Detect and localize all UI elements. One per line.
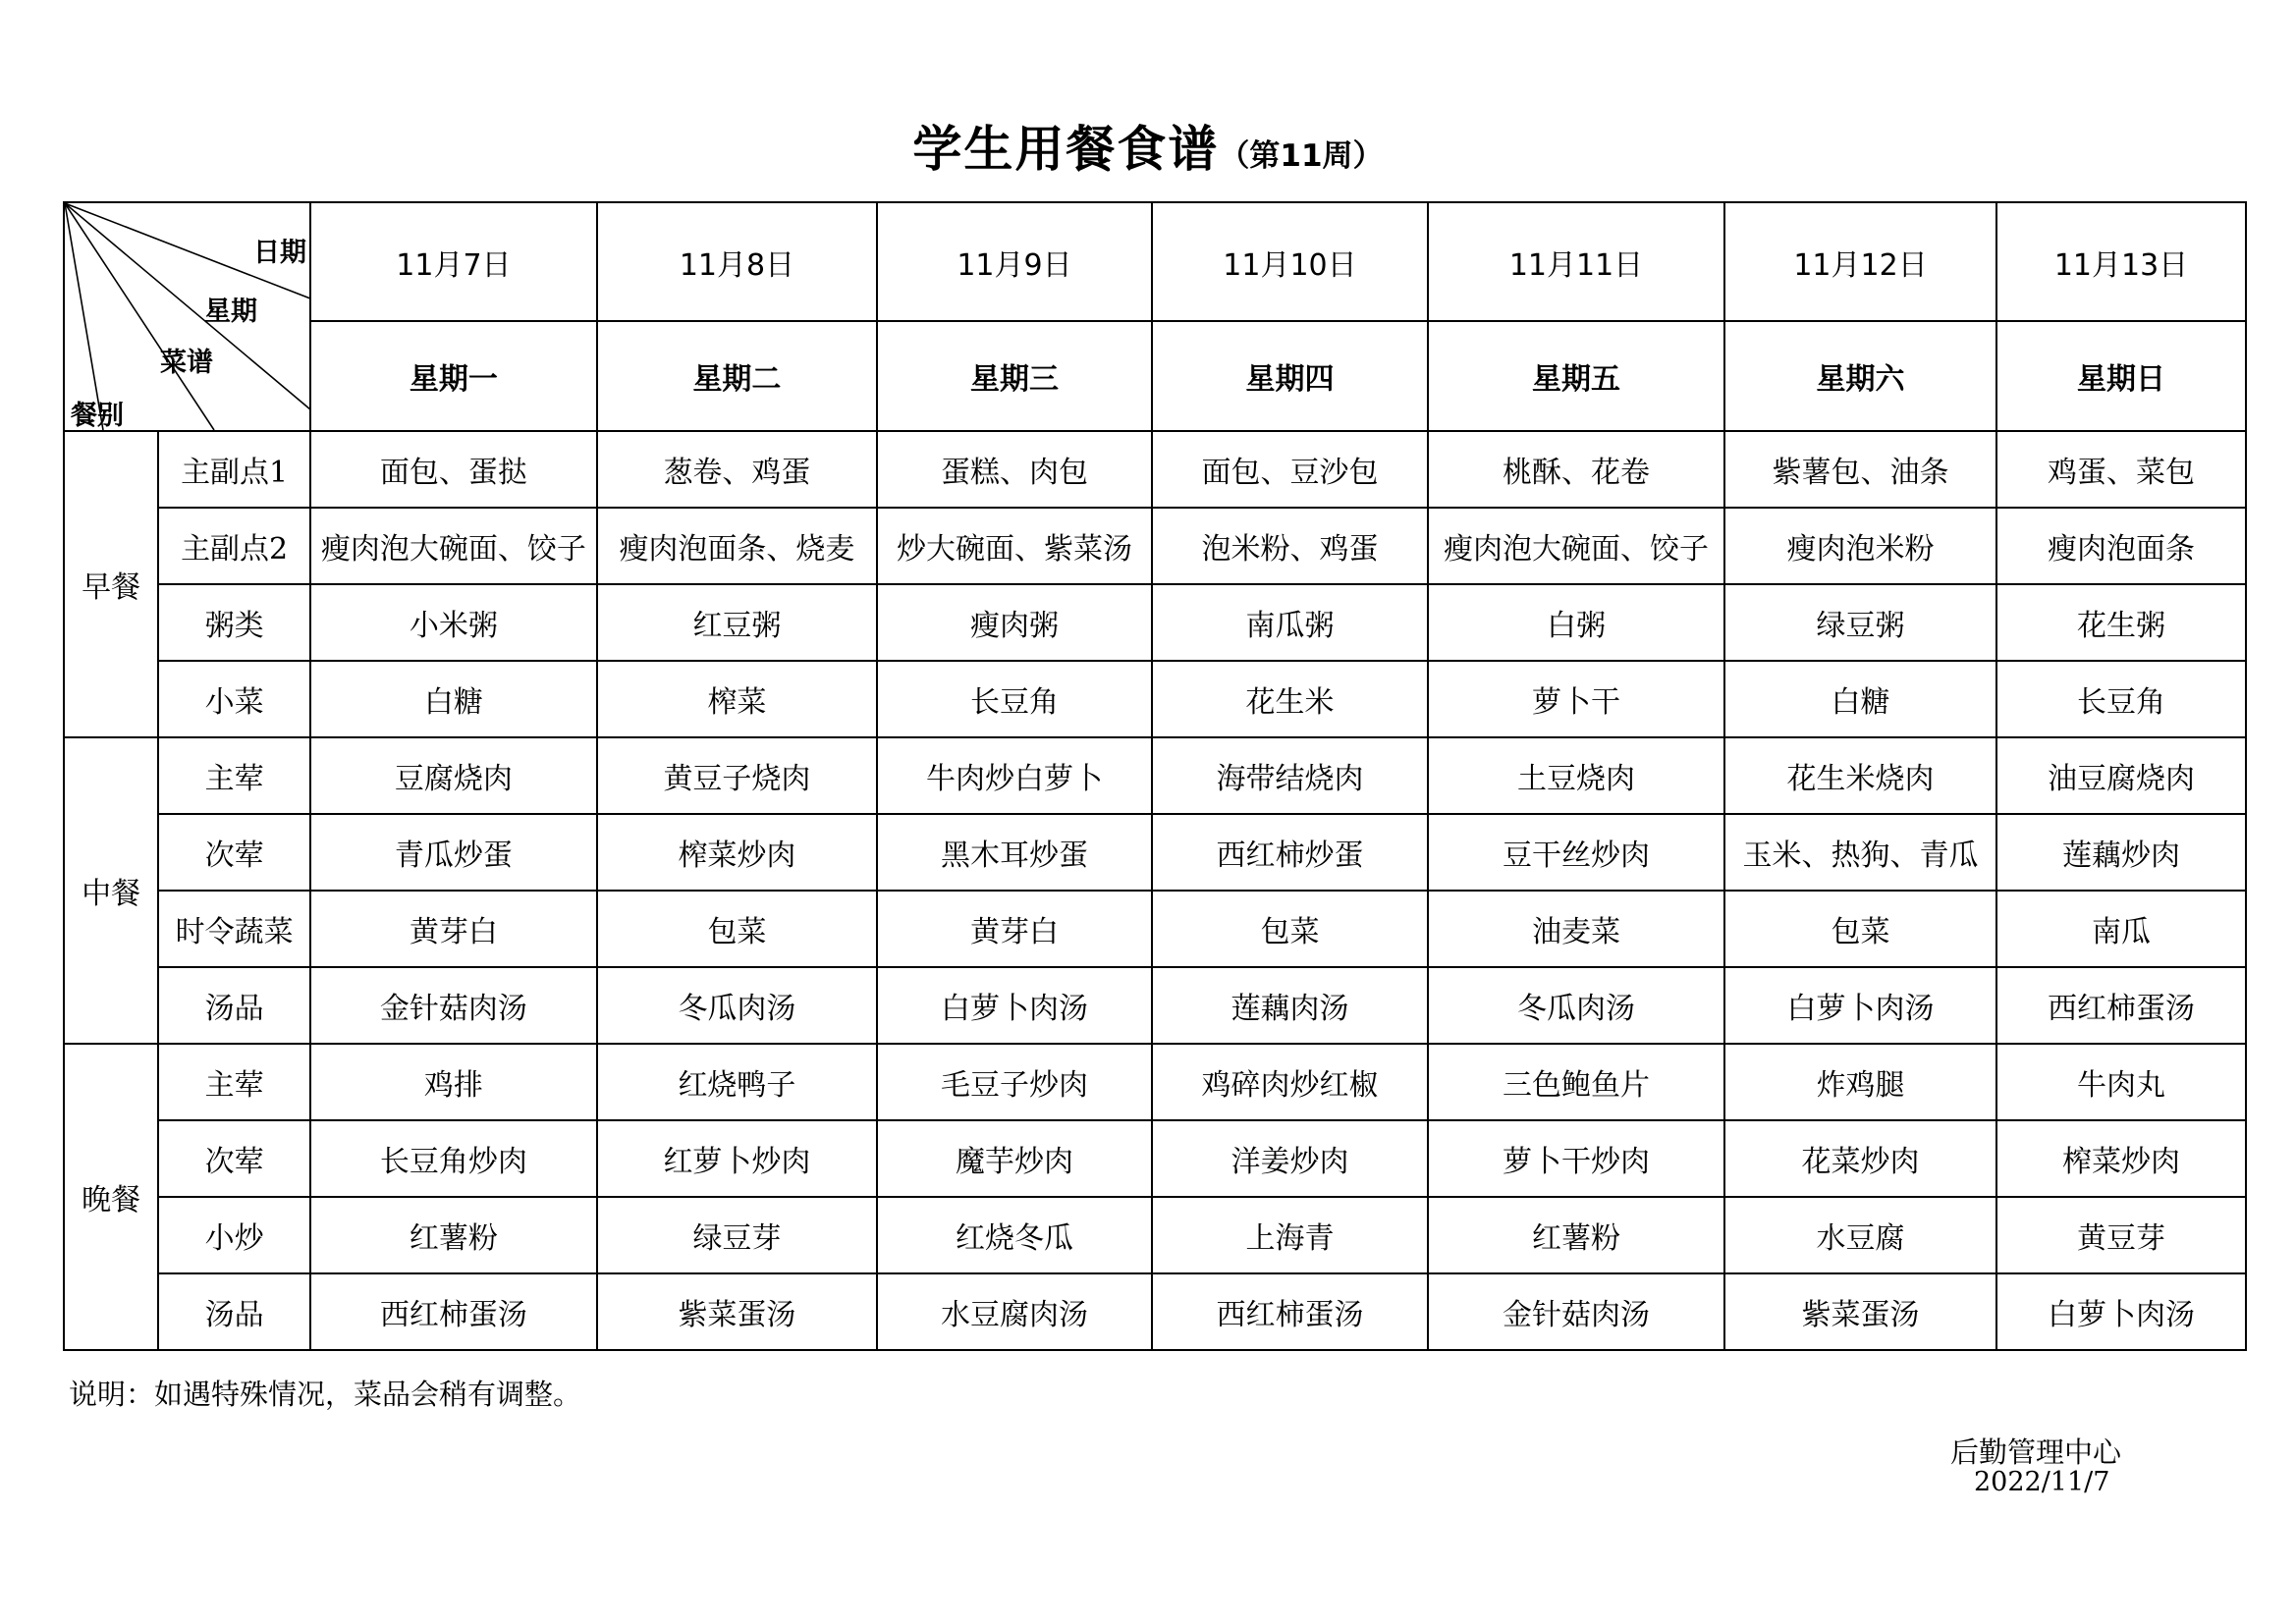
date-header-cell: 11月13日 <box>1996 202 2246 321</box>
dish-category-cell: 小菜 <box>158 661 310 737</box>
dish-cell: 炸鸡腿 <box>1724 1044 1996 1120</box>
dish-cell: 红豆粥 <box>597 584 877 661</box>
dish-cell: 花生粥 <box>1996 584 2246 661</box>
date-header-cell: 11月11日 <box>1428 202 1724 321</box>
dish-cell: 面包、蛋挞 <box>310 431 597 508</box>
dish-cell: 冬瓜肉汤 <box>597 967 877 1044</box>
dish-category-cell: 时令蔬菜 <box>158 891 310 967</box>
meal-name-cell: 早餐 <box>64 431 158 737</box>
dish-cell: 红烧鸭子 <box>597 1044 877 1120</box>
menu-row <box>64 1273 2246 1350</box>
dish-cell: 炒大碗面、紫菜汤 <box>877 508 1152 584</box>
dish-cell: 面包、豆沙包 <box>1152 431 1428 508</box>
date-row <box>64 202 2246 321</box>
dish-cell: 南瓜粥 <box>1152 584 1428 661</box>
dish-cell: 油麦菜 <box>1428 891 1724 967</box>
dish-category-cell: 汤品 <box>158 967 310 1044</box>
dish-cell: 萝卜干 <box>1428 661 1724 737</box>
date-header-cell: 11月9日 <box>877 202 1152 321</box>
dish-cell: 小米粥 <box>310 584 597 661</box>
dish-cell: 绿豆粥 <box>1724 584 1996 661</box>
menu-row <box>64 814 2246 891</box>
weekday-header-cell: 星期三 <box>877 321 1152 431</box>
dish-cell: 蛋糕、肉包 <box>877 431 1152 508</box>
weekday-header-cell: 星期一 <box>310 321 597 431</box>
dish-cell: 榨菜炒肉 <box>1996 1120 2246 1197</box>
dish-cell: 榨菜 <box>597 661 877 737</box>
menu-row <box>64 661 2246 737</box>
meal-name-cell: 晚餐 <box>64 1044 158 1350</box>
menu-row <box>64 967 2246 1044</box>
dish-cell: 白萝卜肉汤 <box>1724 967 1996 1044</box>
title-main: 学生用餐食谱 <box>912 121 1220 178</box>
dish-cell: 西红柿蛋汤 <box>310 1273 597 1350</box>
dish-cell: 白糖 <box>1724 661 1996 737</box>
weekday-header-cell: 星期四 <box>1152 321 1428 431</box>
dish-cell: 水豆腐肉汤 <box>877 1273 1152 1350</box>
dish-cell: 洋姜炒肉 <box>1152 1120 1428 1197</box>
dish-cell: 白萝卜肉汤 <box>877 967 1152 1044</box>
dish-cell: 包菜 <box>1724 891 1996 967</box>
menu-row <box>64 508 2246 584</box>
dish-cell: 水豆腐 <box>1724 1197 1996 1273</box>
dish-cell: 黄芽白 <box>310 891 597 967</box>
dish-category-cell: 主副点2 <box>158 508 310 584</box>
dish-cell: 莲藕炒肉 <box>1996 814 2246 891</box>
dish-cell: 瘦肉粥 <box>877 584 1152 661</box>
dish-cell: 萝卜干炒肉 <box>1428 1120 1724 1197</box>
dish-cell: 紫菜蛋汤 <box>1724 1273 1996 1350</box>
dish-cell: 土豆烧肉 <box>1428 737 1724 814</box>
dish-cell: 榨菜炒肉 <box>597 814 877 891</box>
dish-cell: 西红柿蛋汤 <box>1152 1273 1428 1350</box>
dish-cell: 南瓜 <box>1996 891 2246 967</box>
dish-cell: 葱卷、鸡蛋 <box>597 431 877 508</box>
dish-cell: 鸡碎肉炒红椒 <box>1152 1044 1428 1120</box>
dish-cell: 青瓜炒蛋 <box>310 814 597 891</box>
dish-cell: 长豆角炒肉 <box>310 1120 597 1197</box>
dish-cell: 红萝卜炒肉 <box>597 1120 877 1197</box>
dish-cell: 黄芽白 <box>877 891 1152 967</box>
dish-cell: 金针菇肉汤 <box>1428 1273 1724 1350</box>
dish-cell: 泡米粉、鸡蛋 <box>1152 508 1428 584</box>
menu-row <box>64 1197 2246 1273</box>
page-title <box>0 110 2296 181</box>
dish-cell: 冬瓜肉汤 <box>1428 967 1724 1044</box>
dish-cell: 桃酥、花卷 <box>1428 431 1724 508</box>
dish-cell: 瘦肉泡面条、烧麦 <box>597 508 877 584</box>
dish-cell: 白萝卜肉汤 <box>1996 1273 2246 1350</box>
signature-org: 后勤管理中心 <box>1950 1435 2122 1469</box>
date-header-cell: 11月12日 <box>1724 202 1996 321</box>
dish-cell: 金针菇肉汤 <box>310 967 597 1044</box>
dish-cell: 白粥 <box>1428 584 1724 661</box>
dish-cell: 黑木耳炒蛋 <box>877 814 1152 891</box>
menu-row <box>64 1120 2246 1197</box>
dish-category-cell: 次荤 <box>158 1120 310 1197</box>
menu-row <box>64 891 2246 967</box>
dish-category-cell: 次荤 <box>158 814 310 891</box>
weekday-row <box>64 321 2246 431</box>
weekday-header-cell: 星期五 <box>1428 321 1724 431</box>
dish-cell: 毛豆子炒肉 <box>877 1044 1152 1120</box>
dish-cell: 海带结烧肉 <box>1152 737 1428 814</box>
dish-cell: 牛肉丸 <box>1996 1044 2246 1120</box>
dish-cell: 豆腐烧肉 <box>310 737 597 814</box>
dish-cell: 鸡蛋、菜包 <box>1996 431 2246 508</box>
dish-cell: 玉米、热狗、青瓜 <box>1724 814 1996 891</box>
dish-cell: 白糖 <box>310 661 597 737</box>
dish-cell: 红薯粉 <box>310 1197 597 1273</box>
dish-category-cell: 主荤 <box>158 737 310 814</box>
dish-cell: 油豆腐烧肉 <box>1996 737 2246 814</box>
dish-category-cell: 主荤 <box>158 1044 310 1120</box>
dish-cell: 红烧冬瓜 <box>877 1197 1152 1273</box>
dish-cell: 黄豆芽 <box>1996 1197 2246 1273</box>
note-text: 说明：如遇特殊情况，菜品会稍有调整。 <box>69 1378 582 1411</box>
dish-cell: 包菜 <box>597 891 877 967</box>
dish-category-cell: 小炒 <box>158 1197 310 1273</box>
dish-cell: 黄豆子烧肉 <box>597 737 877 814</box>
title-week: （第11周） <box>1219 138 1384 174</box>
date-header-cell: 11月7日 <box>310 202 597 321</box>
dish-cell: 包菜 <box>1152 891 1428 967</box>
dish-cell: 牛肉炒白萝卜 <box>877 737 1152 814</box>
corner-weekday-label: 星期 <box>204 297 257 327</box>
dish-cell: 莲藕肉汤 <box>1152 967 1428 1044</box>
corner-date-label: 日期 <box>253 238 306 268</box>
dish-cell: 西红柿炒蛋 <box>1152 814 1428 891</box>
dish-cell: 瘦肉泡大碗面、饺子 <box>1428 508 1724 584</box>
dish-cell: 绿豆芽 <box>597 1197 877 1273</box>
date-header-cell: 11月10日 <box>1152 202 1428 321</box>
menu-row <box>64 431 2246 508</box>
dish-cell: 豆干丝炒肉 <box>1428 814 1724 891</box>
weekday-header-cell: 星期日 <box>1996 321 2246 431</box>
dish-cell: 瘦肉泡面条 <box>1996 508 2246 584</box>
dish-cell: 瘦肉泡大碗面、饺子 <box>310 508 597 584</box>
dish-cell: 花生米 <box>1152 661 1428 737</box>
dish-category-cell: 粥类 <box>158 584 310 661</box>
dish-cell: 瘦肉泡米粉 <box>1724 508 1996 584</box>
signature-date: 2022/11/7 <box>1974 1467 2110 1497</box>
dish-category-cell: 主副点1 <box>158 431 310 508</box>
dish-cell: 魔芋炒肉 <box>877 1120 1152 1197</box>
menu-row <box>64 584 2246 661</box>
dish-cell: 鸡排 <box>310 1044 597 1120</box>
dish-cell: 长豆角 <box>1996 661 2246 737</box>
dish-cell: 长豆角 <box>877 661 1152 737</box>
corner-meal-label: 餐别 <box>71 401 124 431</box>
meal-name-cell: 中餐 <box>64 737 158 1044</box>
dish-cell: 三色鲍鱼片 <box>1428 1044 1724 1120</box>
date-header-cell: 11月8日 <box>597 202 877 321</box>
dish-cell: 红薯粉 <box>1428 1197 1724 1273</box>
dish-cell: 花菜炒肉 <box>1724 1120 1996 1197</box>
menu-row <box>64 1044 2246 1120</box>
corner-menu-label: 菜谱 <box>160 348 213 378</box>
menu-table <box>63 201 2247 1351</box>
dish-cell: 紫菜蛋汤 <box>597 1273 877 1350</box>
dish-cell: 紫薯包、油条 <box>1724 431 1996 508</box>
dish-cell: 花生米烧肉 <box>1724 737 1996 814</box>
dish-category-cell: 汤品 <box>158 1273 310 1350</box>
dish-cell: 上海青 <box>1152 1197 1428 1273</box>
weekday-header-cell: 星期六 <box>1724 321 1996 431</box>
diagonal-header-cell <box>64 202 310 431</box>
weekday-header-cell: 星期二 <box>597 321 877 431</box>
menu-row <box>64 737 2246 814</box>
dish-cell: 西红柿蛋汤 <box>1996 967 2246 1044</box>
